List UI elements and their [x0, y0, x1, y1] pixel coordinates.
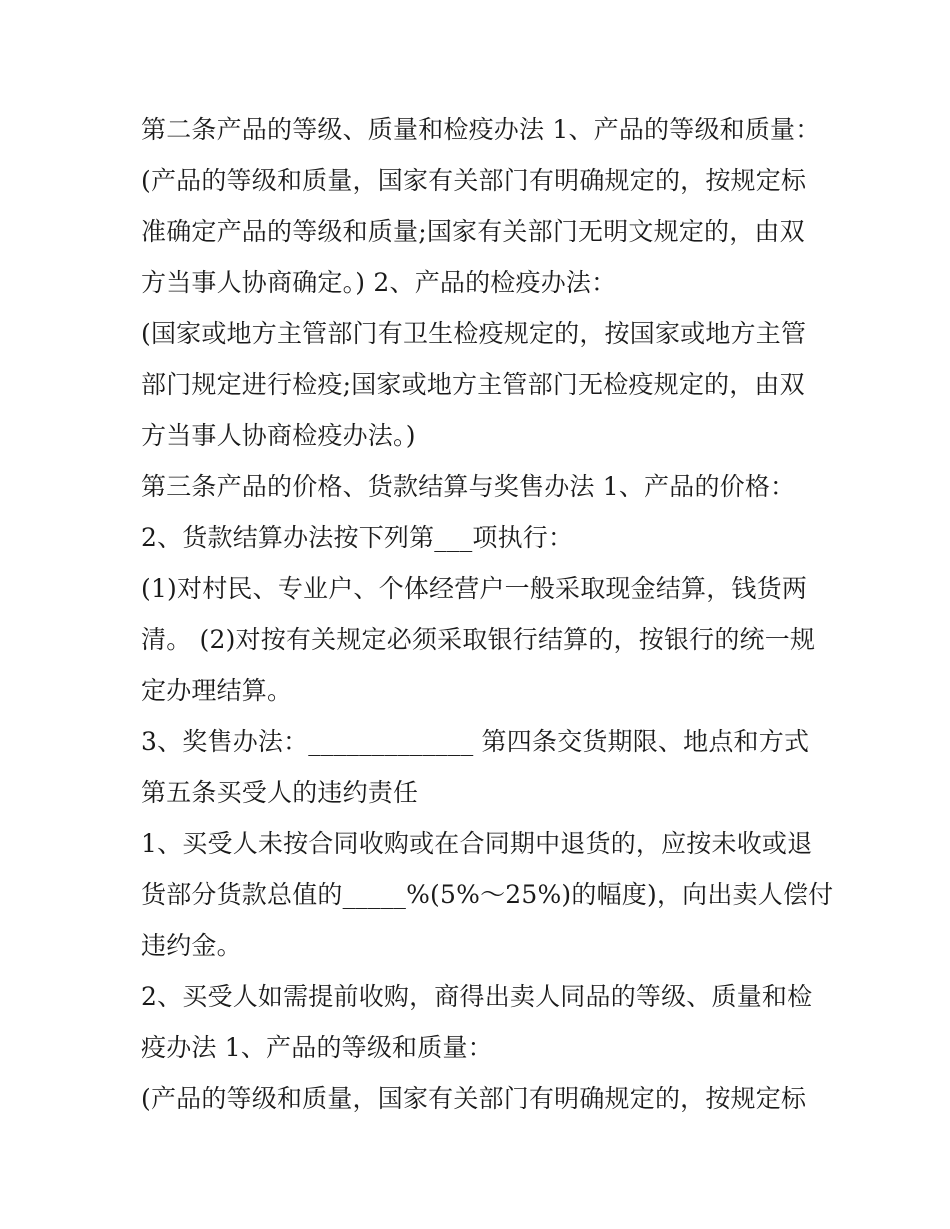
text-line: 货部分货款总值的_____%(5%～25%)的幅度)，向出卖人偿付: [141, 880, 834, 909]
text-line: 2、买受人如需提前收购，商得出卖人同品的等级、质量和检: [141, 982, 813, 1011]
text-line: 准确定产品的等级和质量;国家有关部门无明文规定的，由双: [141, 217, 805, 246]
text-line: 第二条产品的等级、质量和检疫办法 1、产品的等级和质量：: [141, 115, 821, 144]
text-line: (国家或地方主管部门有卫生检疫规定的，按国家或地方主管: [141, 319, 807, 348]
text-line: 定办理结算。: [141, 676, 293, 705]
text-line: 方当事人协商确定。) 2、产品的检疫办法：: [141, 268, 617, 297]
text-line: 1、买受人未按合同收购或在合同期中退货的，应按未收或退: [141, 829, 813, 858]
text-line: 疫办法 1、产品的等级和质量：: [141, 1033, 493, 1062]
text-line: 3、奖售办法：_____________ 第四条交货期限、地点和方式: [141, 727, 810, 756]
text-line: 2、货款结算办法按下列第___项执行：: [141, 523, 574, 552]
text-line: 违约金。: [141, 931, 242, 960]
text-line: 第三条产品的价格、货款结算与奖售办法 1、产品的价格：: [141, 472, 796, 501]
text-line: 第五条买受人的违约责任: [141, 778, 419, 807]
text-line: (产品的等级和质量，国家有关部门有明确规定的，按规定标: [141, 166, 807, 195]
text-line: 清。 (2)对按有关规定必须采取银行结算的，按银行的统一规: [141, 625, 816, 654]
document-body: [141, 104, 834, 1124]
text-line: 部门规定进行检疫;国家或地方主管部门无检疫规定的，由双: [141, 370, 805, 399]
text-line: 方当事人协商检疫办法。): [141, 421, 416, 450]
text-line: (产品的等级和质量，国家有关部门有明确规定的，按规定标: [141, 1084, 807, 1113]
text-line: (1)对村民、专业户、个体经营户一般采取现金结算，钱货两: [141, 574, 808, 603]
